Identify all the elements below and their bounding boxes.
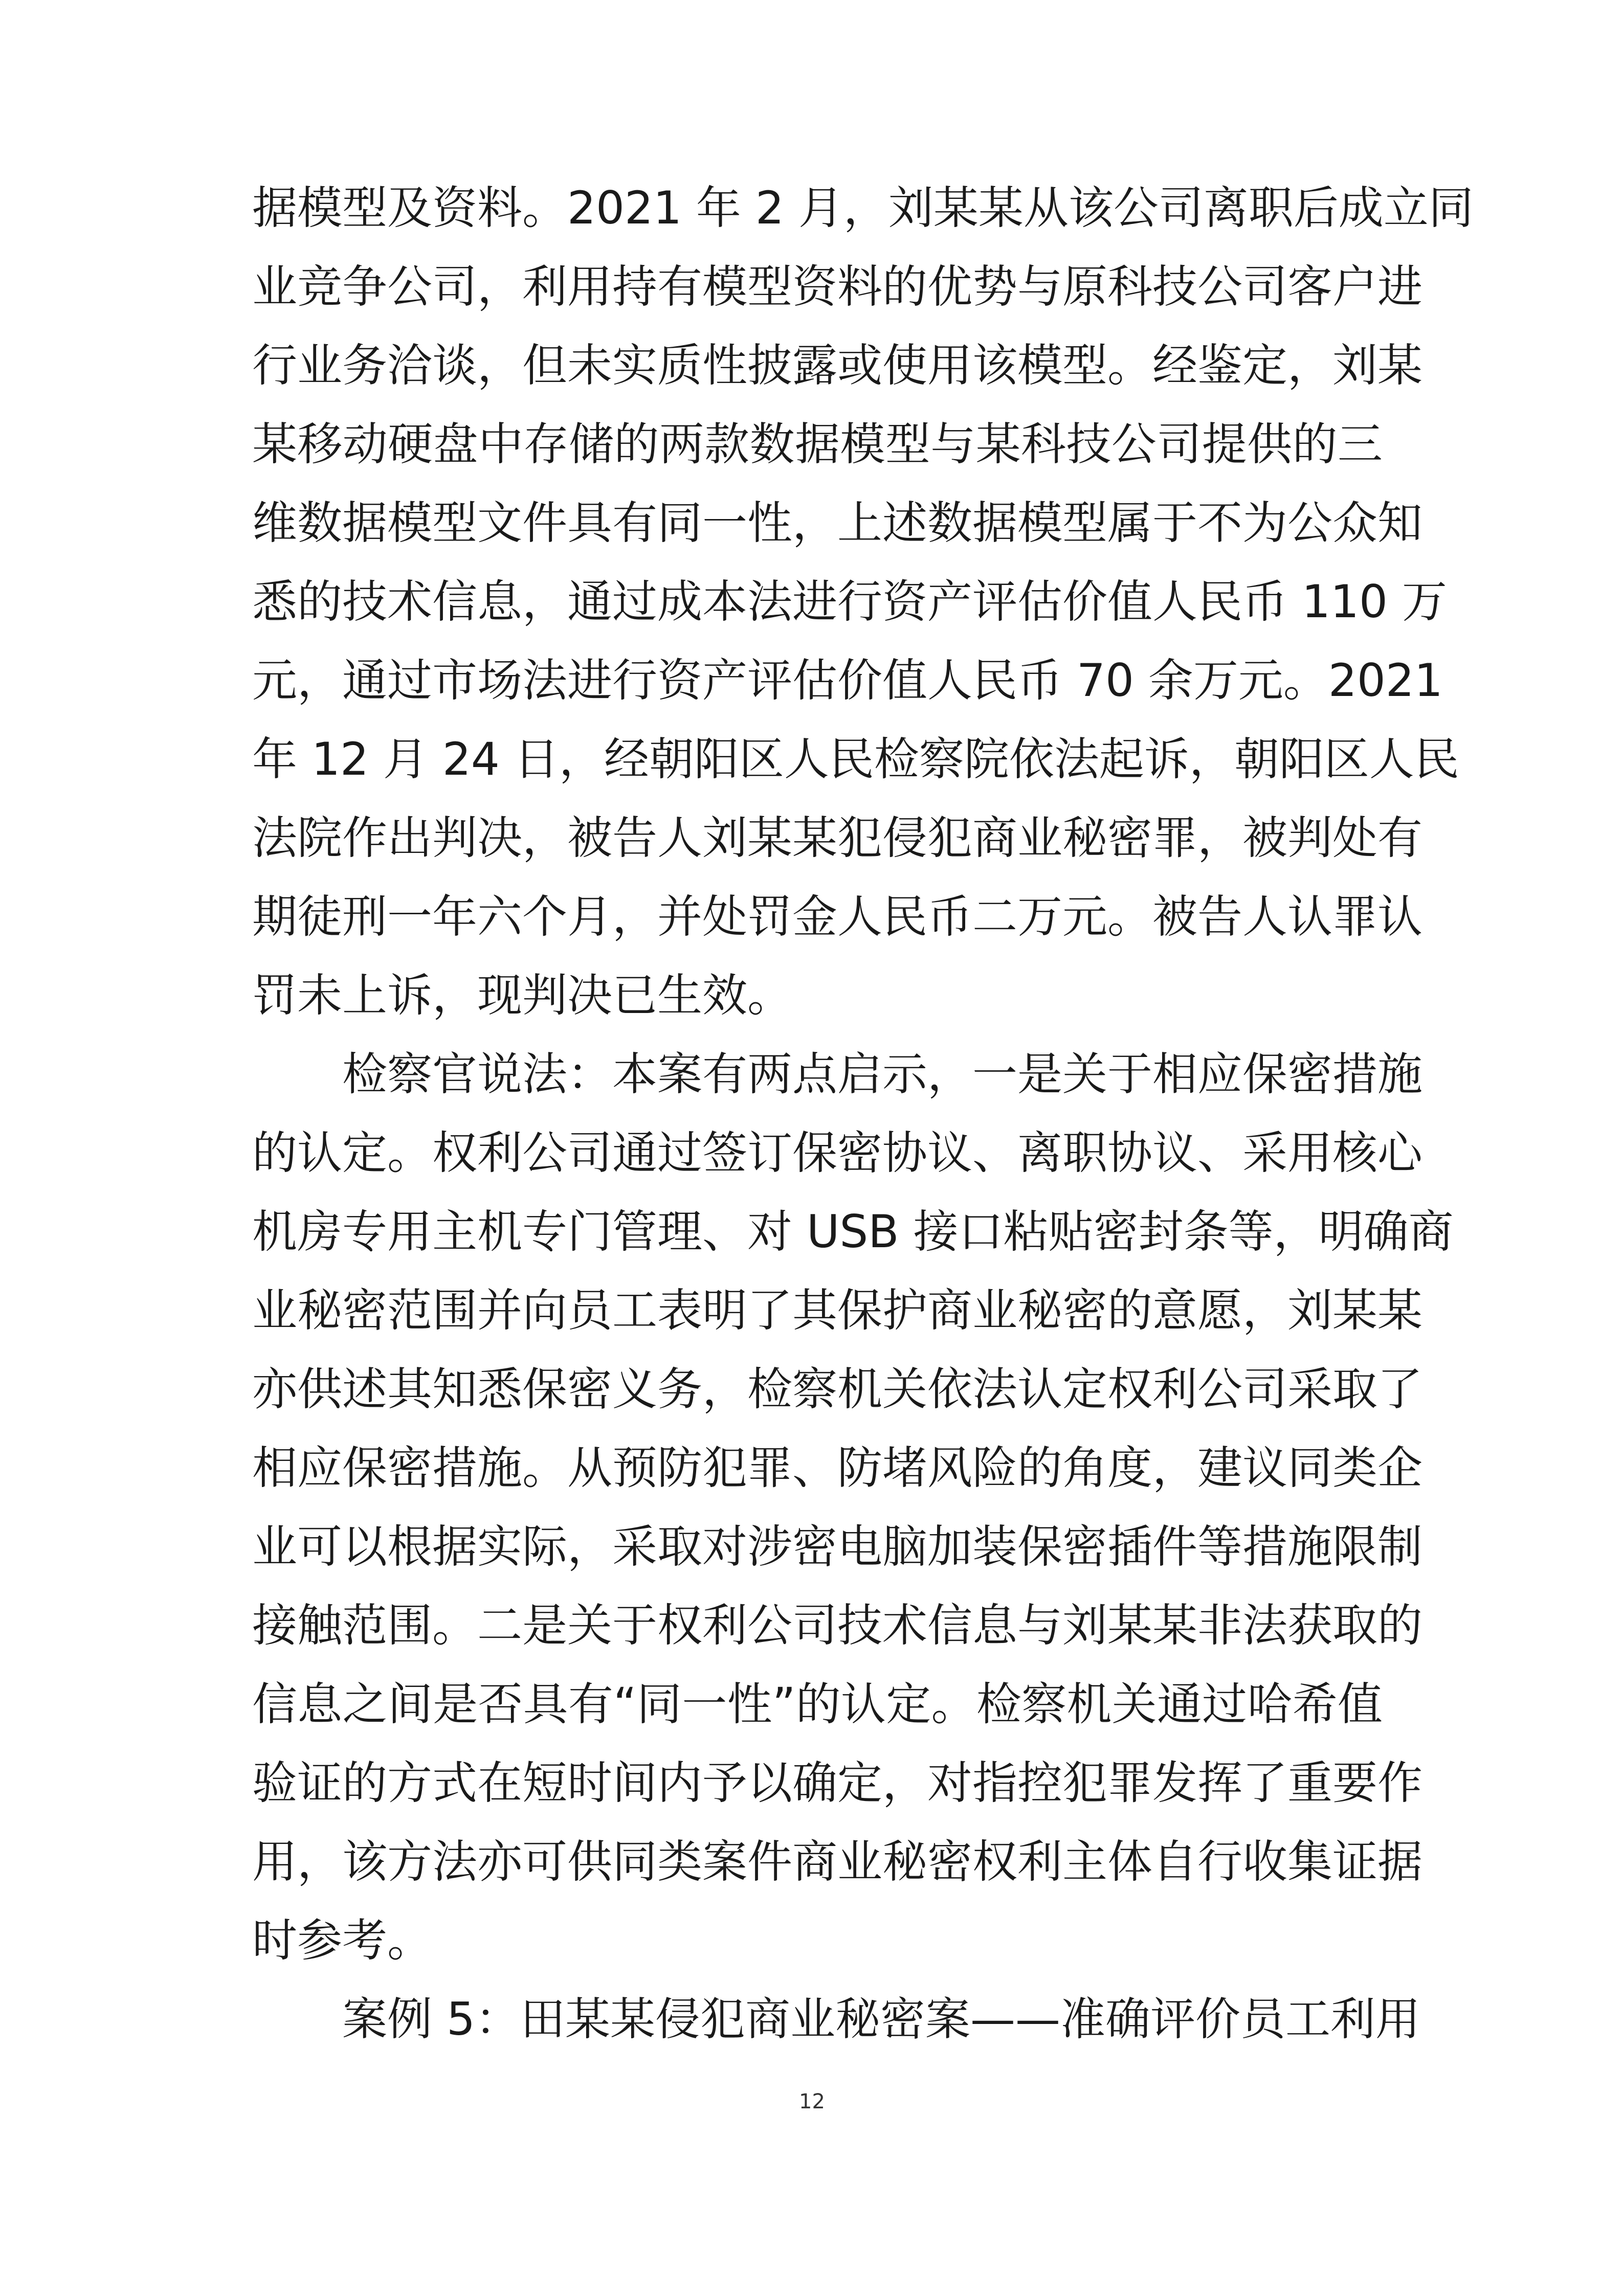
case-heading-line: 案例 5：田某某侵犯商业秘密案——准确评价员工利用 — [342, 1993, 1420, 2045]
body-text — [252, 169, 1474, 2059]
page-number: 12 — [799, 2090, 825, 2113]
text-line: 信息之间是否具有“同一性”的认定。检察机关通过哈希值 — [252, 1678, 1383, 1730]
text-line: 行业务洽谈，但未实质性披露或使用该模型。经鉴定，刘某 — [252, 339, 1423, 392]
text-line: 机房专用主机专门管理、对 USB 接口粘贴密封条等，明确商 — [252, 1205, 1454, 1258]
text-line: 据模型及资料。2021 年 2 月，刘某某从该公司离职后成立同 — [252, 182, 1474, 234]
text-line: 期徒刑一年六个月，并处罚金人民币二万元。被告人认罪认 — [252, 890, 1423, 943]
text-line: 业可以根据实际，采取对涉密电脑加装保密插件等措施限制 — [252, 1520, 1423, 1573]
text-line: 验证的方式在短时间内予以确定，对指控犯罪发挥了重要作 — [252, 1757, 1423, 1809]
paragraph-case-5-heading — [252, 1980, 1420, 2059]
text-line: 亦供述其知悉保密义务，检察机关依法认定权利公司采取了 — [252, 1363, 1423, 1415]
paragraph-case-facts — [252, 169, 1474, 1035]
paragraph-prosecutor-comment — [252, 1035, 1454, 1980]
text-line: 某移动硬盘中存储的两款数据模型与某科技公司提供的三 — [252, 418, 1383, 470]
text-line: 罚未上诉，现判决已生效。 — [252, 969, 793, 1022]
text-line: 用，该方法亦可供同类案件商业秘密权利主体自行收集证据 — [252, 1835, 1423, 1888]
text-line: 元，通过市场法进行资产评估价值人民币 70 余万元。2021 — [252, 654, 1443, 707]
text-line: 接触范围。二是关于权利公司技术信息与刘某某非法获取的 — [252, 1599, 1423, 1652]
text-line: 相应保密措施。从预防犯罪、防堵风险的角度，建议同类企 — [252, 1442, 1423, 1494]
text-line: 维数据模型文件具有同一性，上述数据模型属于不为公众知 — [252, 497, 1423, 549]
text-line: 悉的技术信息，通过成本法进行资产评估价值人民币 110 万 — [252, 575, 1447, 628]
text-line: 法院作出判决，被告人刘某某犯侵犯商业秘密罪，被判处有 — [252, 812, 1423, 864]
text-line: 年 12 月 24 日，经朝阳区人民检察院依法起诉，朝阳区人民 — [252, 733, 1459, 785]
text-line: 业竞争公司，利用持有模型资料的优势与原科技公司客户进 — [252, 260, 1423, 313]
text-line: 时参考。 — [252, 1914, 433, 1967]
text-line: 业秘密范围并向员工表明了其保护商业秘密的意愿，刘某某 — [252, 1284, 1423, 1337]
text-line: 检察官说法：本案有两点启示，一是关于相应保密措施 — [342, 1048, 1423, 1100]
text-line: 的认定。权利公司通过签订保密协议、离职协议、采用核心 — [252, 1127, 1423, 1179]
